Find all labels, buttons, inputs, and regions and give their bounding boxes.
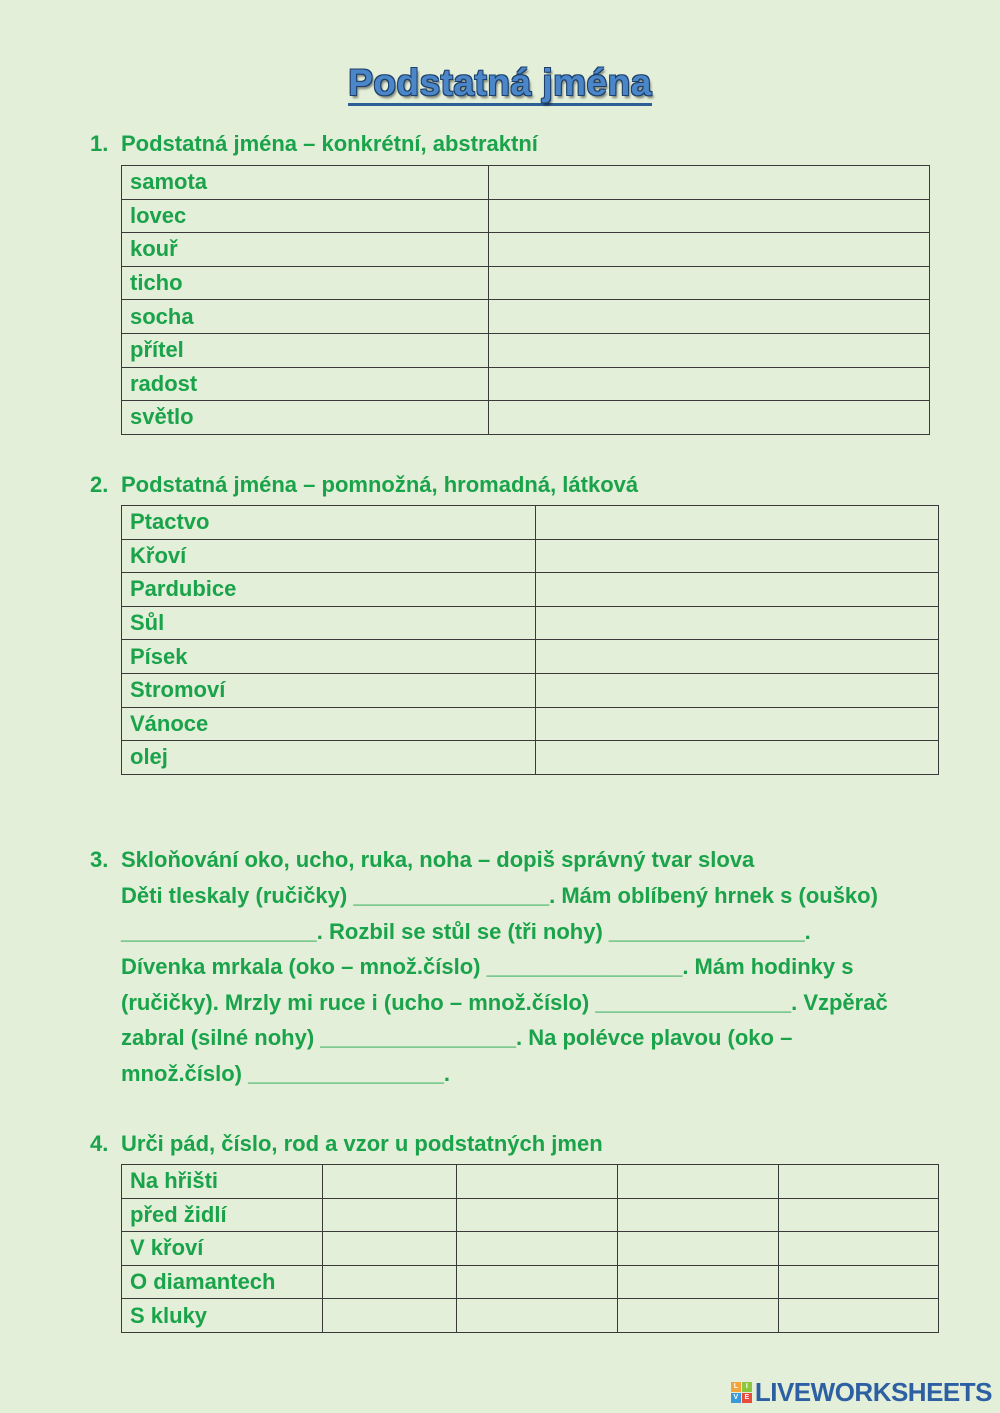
row-label: Na hřišti <box>122 1165 323 1199</box>
table-row <box>122 1198 939 1232</box>
exercise-line[interactable]: Děti tleskaly (ručičky) ________________. Mám oblíbený hrnek s (ouško) <box>121 883 878 908</box>
answer-cell[interactable] <box>536 573 939 607</box>
answer-cell[interactable] <box>489 367 930 401</box>
section-2-heading: 2. Podstatná jména – pomnožná, hromadná, látková <box>90 472 639 497</box>
answer-cell[interactable] <box>489 199 930 233</box>
answer-cell[interactable] <box>779 1198 939 1232</box>
table-row <box>122 606 939 640</box>
table-row <box>122 640 939 674</box>
answer-cell[interactable] <box>489 300 930 334</box>
table-row <box>122 1299 939 1333</box>
exercise-line[interactable]: (ručičky). Mrzly mi ruce i (ucho – množ.číslo) ________________. Vzpěrač <box>121 989 888 1015</box>
answer-cell[interactable] <box>536 741 939 775</box>
row-label: kouř <box>122 233 489 267</box>
table-row <box>122 573 939 607</box>
table-plural-collective-material <box>121 505 939 775</box>
row-label: před židlí <box>122 1198 323 1232</box>
table-row <box>122 367 930 401</box>
row-label: olej <box>122 741 536 775</box>
liveworksheets-icon: L I V E <box>731 1382 752 1403</box>
answer-cell[interactable] <box>618 1299 779 1333</box>
answer-cell[interactable] <box>779 1232 939 1266</box>
table-concrete-abstract <box>121 165 930 435</box>
table-row <box>122 741 939 775</box>
answer-cell[interactable] <box>323 1165 457 1199</box>
row-label: Stromoví <box>122 673 536 707</box>
answer-cell[interactable] <box>489 166 930 200</box>
answer-cell[interactable] <box>457 1198 618 1232</box>
row-label: S kluky <box>122 1299 323 1333</box>
answer-cell[interactable] <box>457 1299 618 1333</box>
exercise-line[interactable]: Dívenka mrkala (oko – množ.číslo) ________________. Mám hodinky s <box>121 954 854 980</box>
table-row <box>122 401 930 435</box>
row-label: ticho <box>122 266 489 300</box>
answer-cell[interactable] <box>618 1198 779 1232</box>
exercise-line[interactable]: ________________. Rozbil se stůl se (tři nohy) ________________. <box>121 918 811 944</box>
answer-cell[interactable] <box>457 1165 618 1199</box>
table-row <box>122 506 939 540</box>
row-label: Vánoce <box>122 707 536 741</box>
answer-cell[interactable] <box>779 1165 939 1199</box>
answer-cell[interactable] <box>457 1265 618 1299</box>
table-row <box>122 539 939 573</box>
table-row <box>122 199 930 233</box>
answer-cell[interactable] <box>323 1198 457 1232</box>
row-label: Písek <box>122 640 536 674</box>
answer-cell[interactable] <box>489 401 930 435</box>
liveworksheets-logo <box>731 1377 992 1407</box>
answer-cell[interactable] <box>536 606 939 640</box>
answer-cell[interactable] <box>536 640 939 674</box>
table-row <box>122 333 930 367</box>
row-label: Sůl <box>122 606 536 640</box>
exercise-line[interactable]: množ.číslo) ________________. <box>121 1060 451 1086</box>
table-row <box>122 707 939 741</box>
answer-cell[interactable] <box>536 707 939 741</box>
table-row <box>122 300 930 334</box>
table-row <box>122 1165 939 1199</box>
row-label: socha <box>122 300 489 334</box>
table-row <box>122 233 930 267</box>
answer-cell[interactable] <box>489 266 930 300</box>
row-label: Pardubice <box>122 573 536 607</box>
table-row <box>122 1232 939 1266</box>
section-4-heading: 4. Urči pád, číslo, rod a vzor u podstatných jmen <box>90 1131 603 1156</box>
row-label: V křoví <box>122 1232 323 1266</box>
row-label: Křoví <box>122 539 536 573</box>
row-label: radost <box>122 367 489 401</box>
answer-cell[interactable] <box>536 506 939 540</box>
answer-cell[interactable] <box>779 1299 939 1333</box>
row-label: Ptactvo <box>122 506 536 540</box>
answer-cell[interactable] <box>323 1232 457 1266</box>
table-case-number-gender-pattern <box>121 1164 939 1333</box>
row-label: O diamantech <box>122 1265 323 1299</box>
table-row <box>122 166 930 200</box>
row-label: světlo <box>122 401 489 435</box>
answer-cell[interactable] <box>323 1265 457 1299</box>
answer-cell[interactable] <box>536 673 939 707</box>
answer-cell[interactable] <box>489 233 930 267</box>
page-title: Podstatná jména <box>0 62 1000 104</box>
row-label: samota <box>122 166 489 200</box>
answer-cell[interactable] <box>489 333 930 367</box>
answer-cell[interactable] <box>457 1232 618 1266</box>
answer-cell[interactable] <box>618 1265 779 1299</box>
answer-cell[interactable] <box>618 1232 779 1266</box>
table-row <box>122 1265 939 1299</box>
answer-cell[interactable] <box>536 539 939 573</box>
row-label: lovec <box>122 199 489 233</box>
exercise-line[interactable]: zabral (silné nohy) ________________. Na polévce plavou (oko – <box>121 1025 793 1051</box>
answer-cell[interactable] <box>323 1299 457 1333</box>
table-row <box>122 266 930 300</box>
logo-text: LIVEWORKSHEETS <box>754 1376 992 1407</box>
row-label: přítel <box>122 333 489 367</box>
section-1-heading: 1. Podstatná jména – konkrétní, abstraktní <box>90 131 538 156</box>
declension-exercise-text <box>121 878 941 1092</box>
section-3-heading: 3. Skloňování oko, ucho, ruka, noha – dopiš správný tvar slova <box>90 847 755 872</box>
answer-cell[interactable] <box>618 1165 779 1199</box>
table-row <box>122 673 939 707</box>
answer-cell[interactable] <box>779 1265 939 1299</box>
